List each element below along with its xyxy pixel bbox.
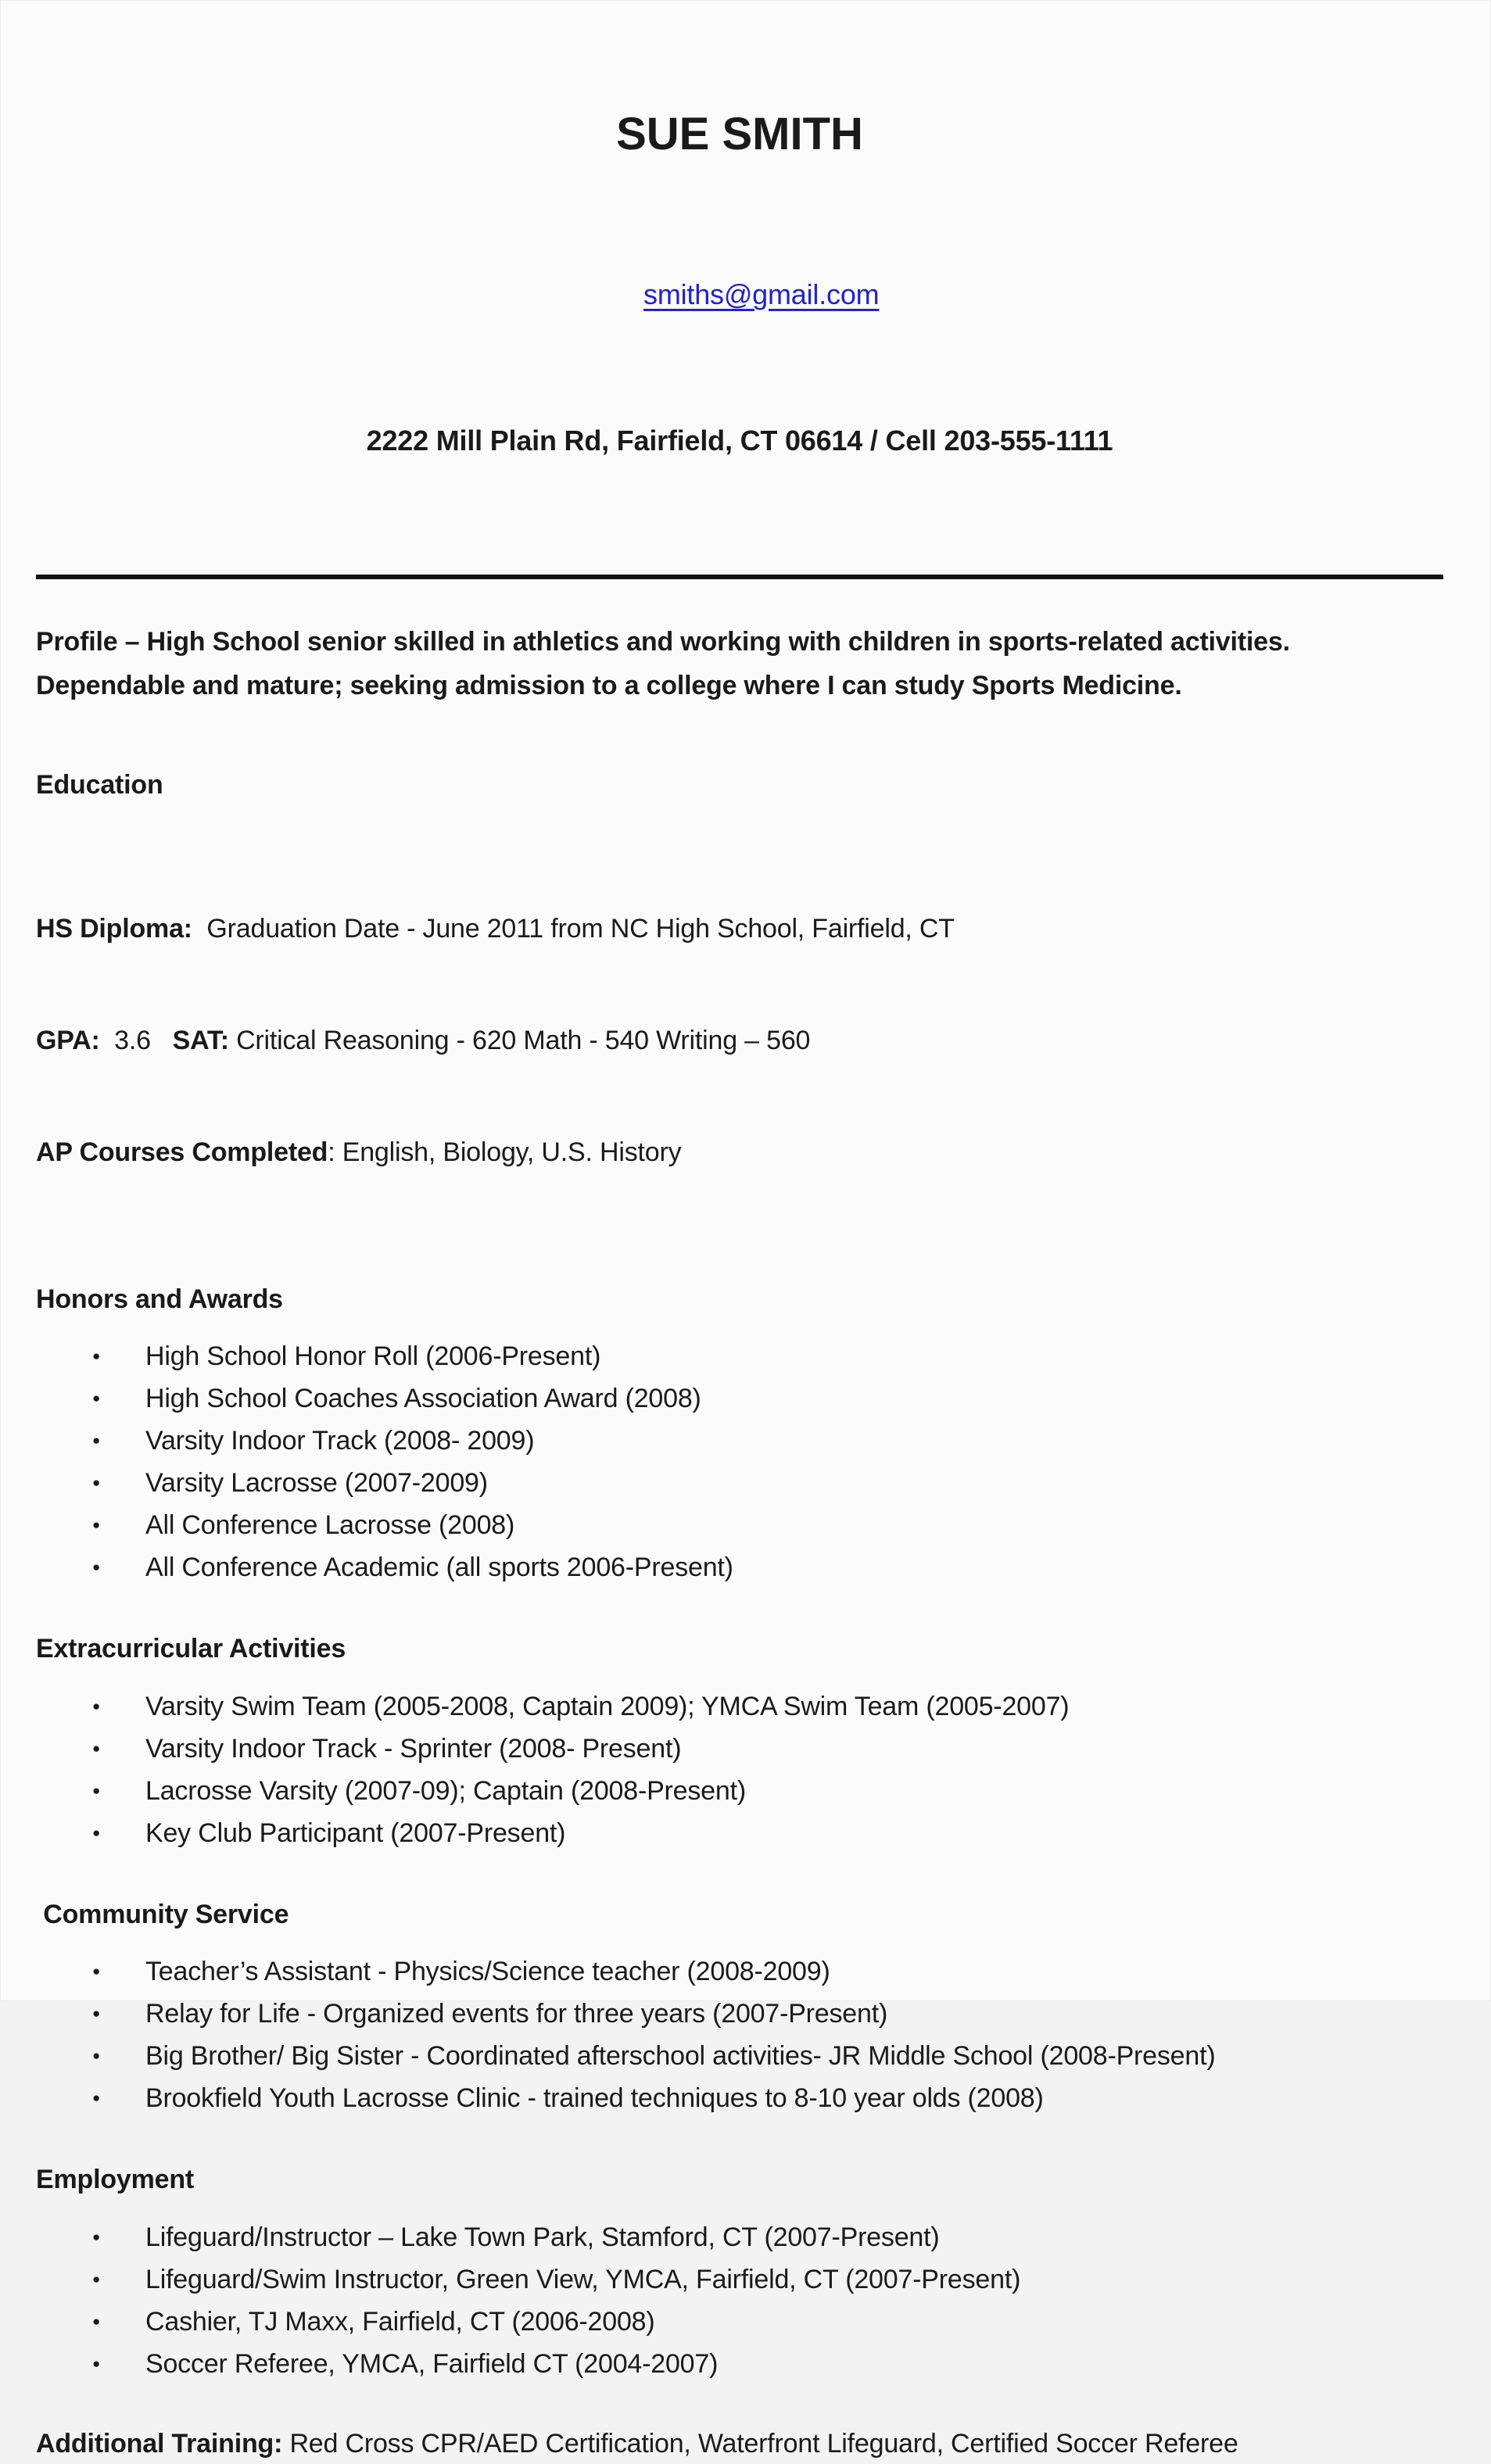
community-service-list (36, 1950, 1443, 2119)
list-item: ● Varsity Lacrosse (2007-2009) (36, 1462, 1443, 1504)
additional-training-line (36, 2424, 1443, 2464)
list-item: ● Lacrosse Varsity (2007-09); Captain (2008-Present) (36, 1770, 1443, 1812)
list-item: ● High School Honor Roll (2006-Present) (36, 1335, 1443, 1377)
employment-list (36, 2216, 1443, 2385)
education-line-ap-courses (36, 1127, 1443, 1178)
text-segment: : English, Biology, U.S. History (328, 1137, 682, 1167)
section-heading-community-service: Community Service (36, 1899, 289, 1929)
list-item: ● Varsity Swim Team (2005-2008, Captain 2009); YMCA Swim Team (2005-2007) (36, 1685, 1443, 1728)
education-details (36, 843, 1443, 1239)
header-divider (36, 575, 1443, 579)
education-line-gpa-sat (36, 1015, 1443, 1066)
list-item: ● Cashier, TJ Maxx, Fairfield, CT (2006-2008) (36, 2301, 1443, 2343)
text-segment: 3.6 (99, 1025, 173, 1055)
text-segment: AP Courses Completed (36, 1137, 328, 1167)
text-segment: Additional Training: (36, 2428, 283, 2459)
profile-text: Profile – High School senior skilled in athletics and working with children in sports-related activities. Dependable and mature; seeking admission to a college where I can study Sports Medicine. (36, 627, 1298, 701)
section-heading-extracurricular: Extracurricular Activities (36, 1634, 346, 1664)
section-heading-honors: Honors and Awards (36, 1284, 283, 1314)
text-segment: GPA: (36, 1025, 100, 1055)
list-item: ● Relay for Life - Organized events for three years (2007-Present) (36, 1993, 1443, 2035)
list-item: ● Brookfield Youth Lacrosse Clinic - trained techniques to 8-10 year olds (2008) (36, 2077, 1443, 2119)
section-heading-education: Education (36, 770, 163, 800)
address-line: 2222 Mill Plain Rd, Fairfield, CT 06614 / Cell 203-555-1111 (366, 424, 1113, 457)
extracurricular-list (36, 1685, 1443, 1854)
honors-list (36, 1335, 1443, 1588)
list-item: ● Varsity Indoor Track - Sprinter (2008- Present) (36, 1728, 1443, 1770)
email-line (36, 246, 1443, 344)
person-name: SUE SMITH (616, 109, 863, 159)
text-segment: HS Diploma: (36, 913, 192, 944)
list-item: ● Big Brother/ Big Sister - Coordinated afterschool activities- JR Middle School (2008-Present) (36, 2035, 1443, 2077)
list-item: ● All Conference Lacrosse (2008) (36, 1504, 1443, 1546)
education-line-hs-diploma (36, 904, 1443, 954)
text-segment: Graduation Date - June 2011 from NC High School, Fairfield, CT (192, 913, 955, 944)
text-segment: Critical Reasoning - 620 Math - 540 Writing – 560 (228, 1025, 811, 1055)
list-item: ● High School Coaches Association Award (2008) (36, 1377, 1443, 1420)
list-item: ● Teacher’s Assistant - Physics/Science teacher (2008-2009) (36, 1950, 1443, 1993)
list-item: ● Key Club Participant (2007-Present) (36, 1812, 1443, 1854)
text-segment: Red Cross CPR/AED Certification, Waterfront Lifeguard, Certified Soccer Referee (282, 2428, 1238, 2459)
list-item: ● All Conference Academic (all sports 2006-Present) (36, 1546, 1443, 1588)
list-item: ● Soccer Referee, YMCA, Fairfield CT (2004-2007) (36, 2343, 1443, 2385)
list-item: ● Lifeguard/Swim Instructor, Green View, YMCA, Fairfield, CT (2007-Present) (36, 2258, 1443, 2301)
email-link[interactable]: smiths@gmail.com (643, 278, 880, 311)
list-item: ● Lifeguard/Instructor – Lake Town Park, Stamford, CT (2007-Present) (36, 2216, 1443, 2258)
list-item: ● Varsity Indoor Track (2008- 2009) (36, 1420, 1443, 1462)
text-segment: SAT: (172, 1025, 229, 1055)
section-heading-employment: Employment (36, 2165, 195, 2195)
resume-header (36, 24, 1443, 518)
